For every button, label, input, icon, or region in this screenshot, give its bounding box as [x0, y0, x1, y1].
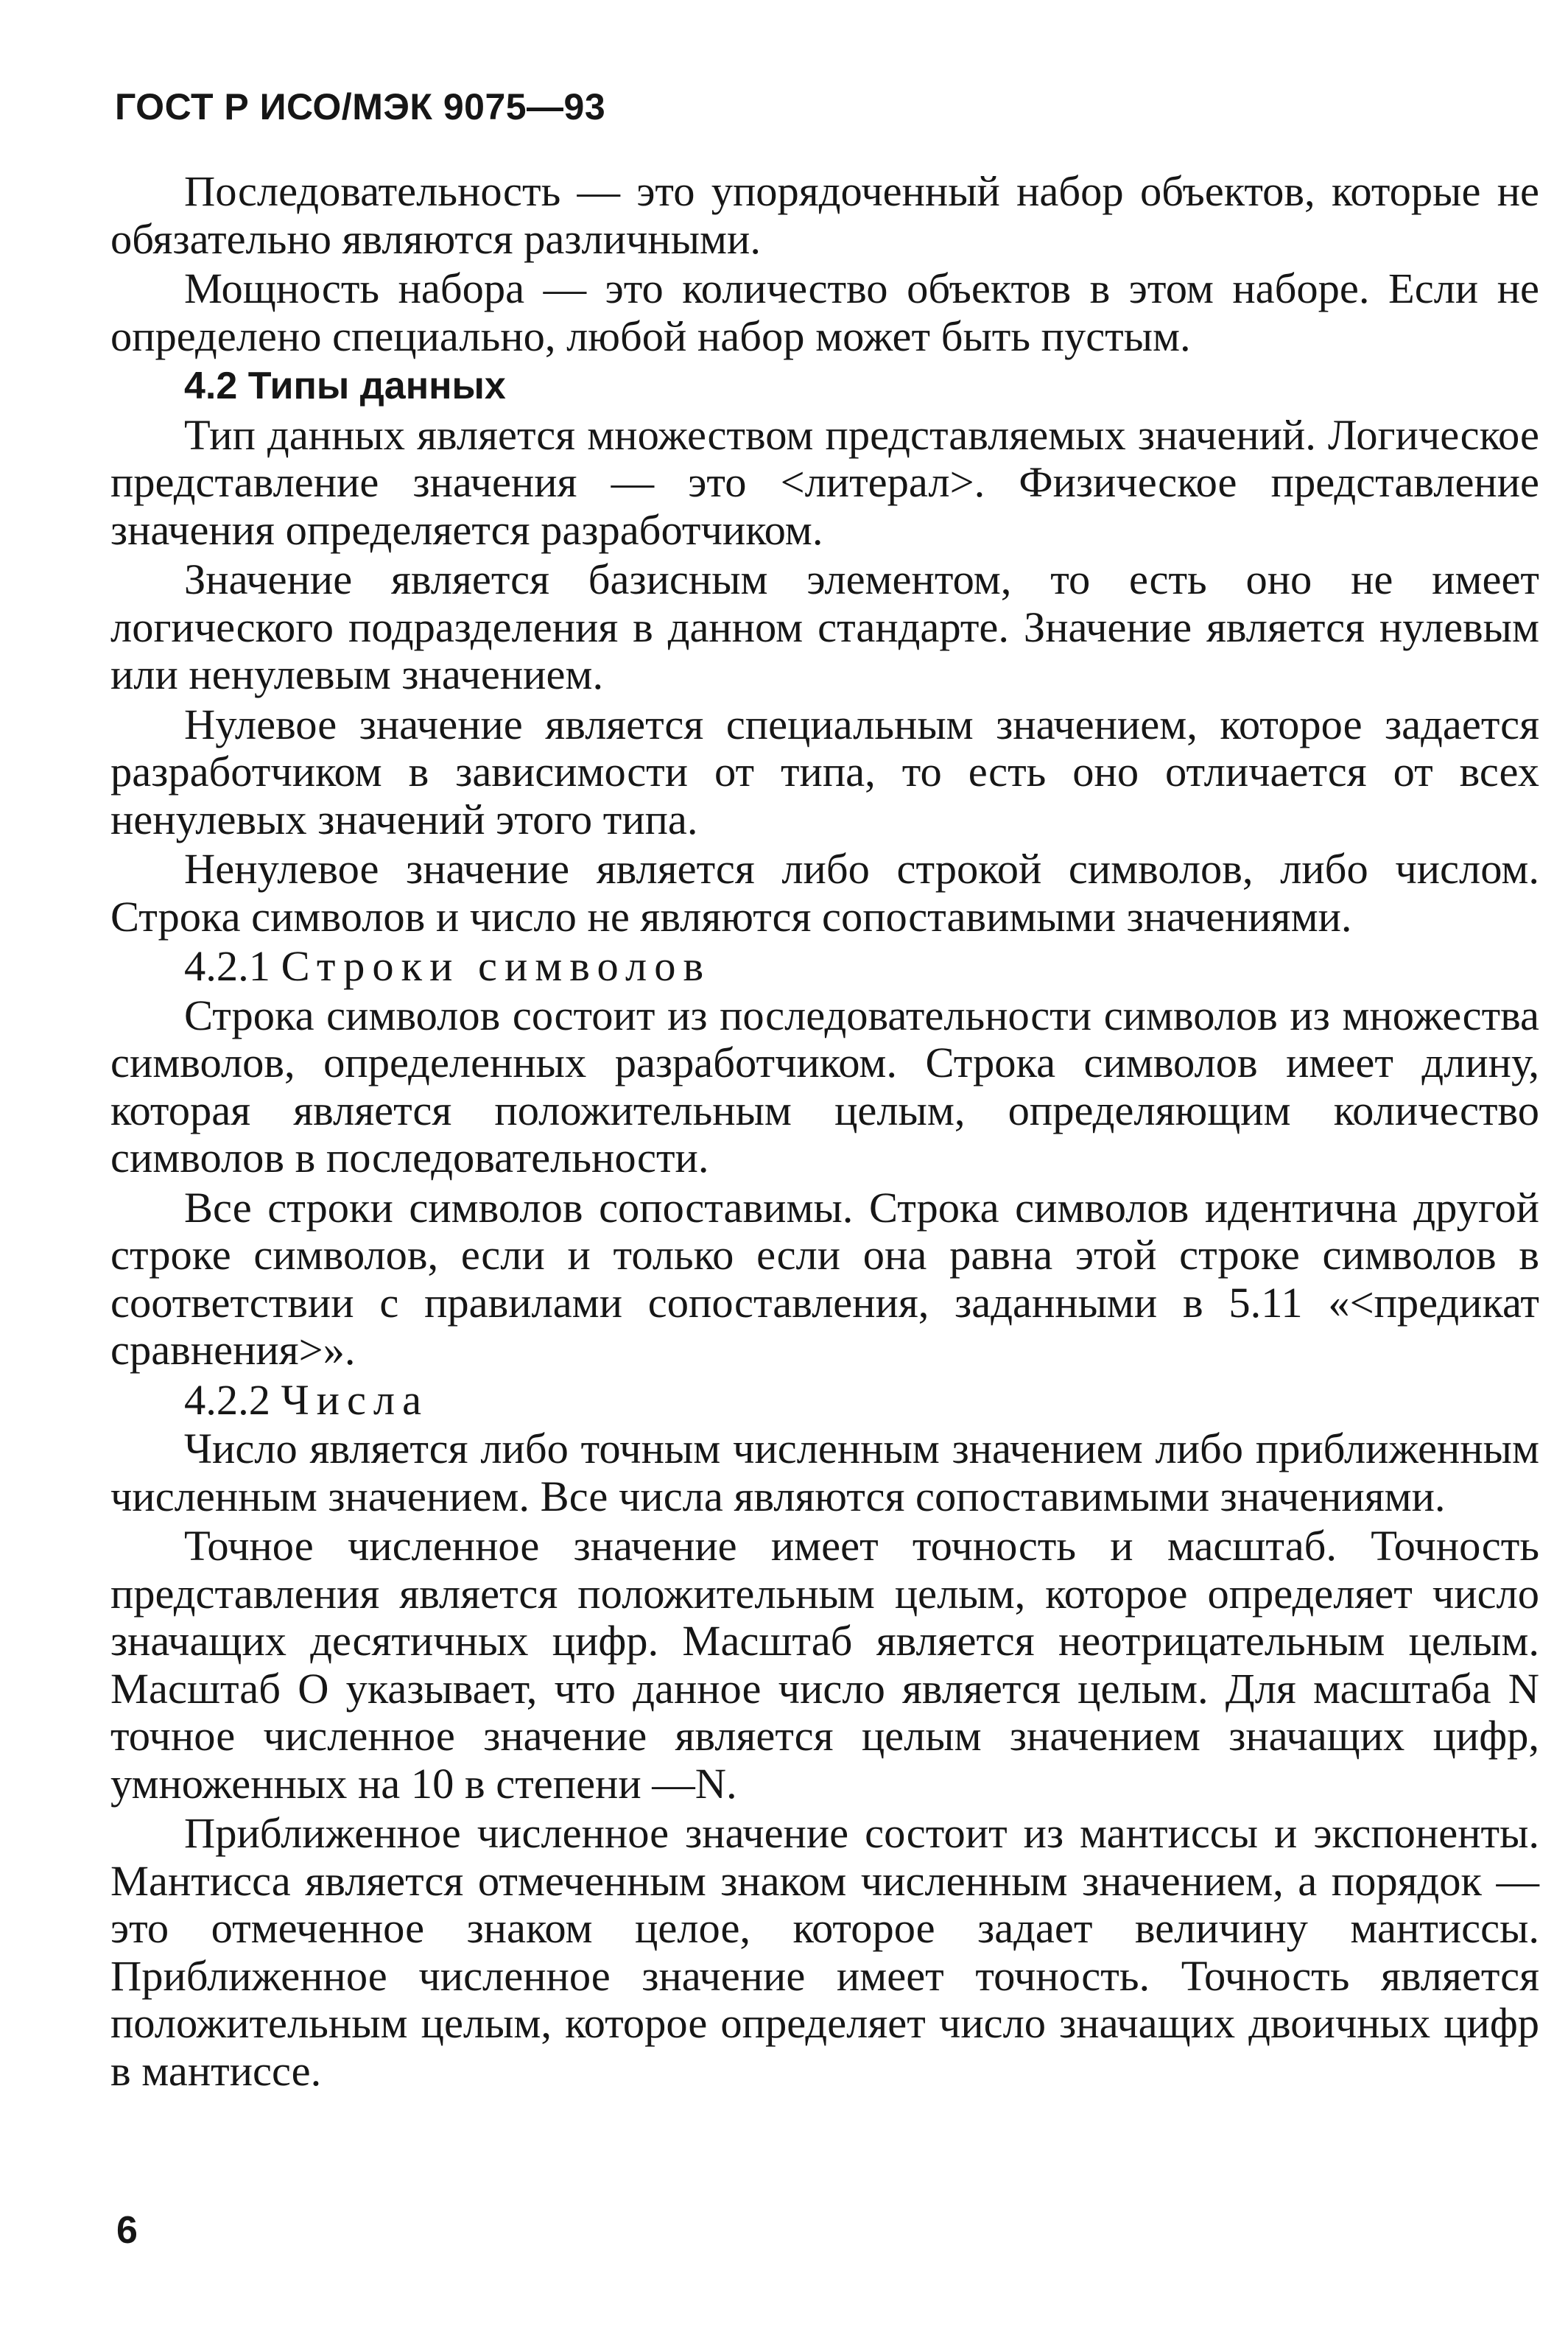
- paragraph-exact-numeric: Точное численное значение имеет точность и масштаб. Точность представления является положительным целым, которое определяет число значащих десятичных цифр. Масштаб является неотрицательным целым. Масштаб О указывает, что данное число является целым. Для масштаба N точное численное значение является целым значением значащих цифр, умноженных на 10 в степени —N.: [110, 1522, 1539, 1808]
- section-title: Типы данных: [247, 365, 506, 407]
- section-title: Строки символов: [281, 942, 711, 990]
- paragraph-character-string: Строка символов состоит из последовательности символов из множества символов, определенных разработчиком. Строка символов имеет длину, которая является положительным целым, определяющим количество символов в последовательности.: [110, 991, 1539, 1181]
- paragraph-approximate-numeric: Приближенное численное значение состоит из мантиссы и экспоненты. Мантисса является отмеченным знаком численным значением, а порядок — это отмеченное знаком целое, которое задает величину мантиссы. Приближенное численное значение имеет точность. Точность является положительным целым, которое определяет число значащих двоичных цифр в мантиссе.: [110, 1809, 1539, 2095]
- section-heading-4-2-2: [110, 1377, 1539, 1425]
- paragraph-data-type: Тип данных является множеством представляемых значений. Логическое представление значения — это <литерал>. Физическое представление значения определяется разработчиком.: [110, 410, 1539, 554]
- paragraph-set-cardinality: Мощность набора — это количество объектов в этом наборе. Если не определено специально, любой набор может быть пустым.: [110, 264, 1539, 360]
- paragraph-non-null-value: Ненулевое значение является либо строкой символов, либо числом. Строка символов и число не являются сопоставимыми значениями.: [110, 845, 1539, 941]
- section-number: 4.2.1: [184, 942, 270, 990]
- document-body: [110, 168, 1539, 2097]
- paragraph-numbers: Число является либо точным численным значением либо приближенным численным значением. Все числа являются сопоставимыми значениями.: [110, 1425, 1539, 1520]
- section-title: Числа: [281, 1375, 429, 1424]
- paragraph-sequence-definition: Последовательность — это упорядоченный набор объектов, которые не обязательно являются различными.: [110, 167, 1539, 263]
- page-number: 6: [116, 2209, 138, 2252]
- paragraph-null-value: Нулевое значение является специальным значением, которое задается разработчиком в зависимости от типа, то есть оно отличается от всех ненулевых значений этого типа.: [110, 700, 1539, 843]
- paragraph-value: Значение является базисным элементом, то есть оно не имеет логического подразделения в данном стандарте. Значение является нулевым или ненулевым значением.: [110, 555, 1539, 698]
- paragraph-string-comparison: Все строки символов сопоставимы. Строка символов идентична другой строке символов, если и только если она равна этой строке символов в соответствии с правилами сопоставления, заданными в 5.11 «<предикат сравнения>».: [110, 1183, 1539, 1374]
- section-heading-4-2: [110, 362, 1539, 410]
- section-heading-4-2-1: [110, 943, 1539, 991]
- section-number: 4.2: [184, 365, 238, 407]
- section-number: 4.2.2: [184, 1375, 270, 1424]
- document-header: ГОСТ Р ИСО/МЭК 9075—93: [115, 86, 606, 127]
